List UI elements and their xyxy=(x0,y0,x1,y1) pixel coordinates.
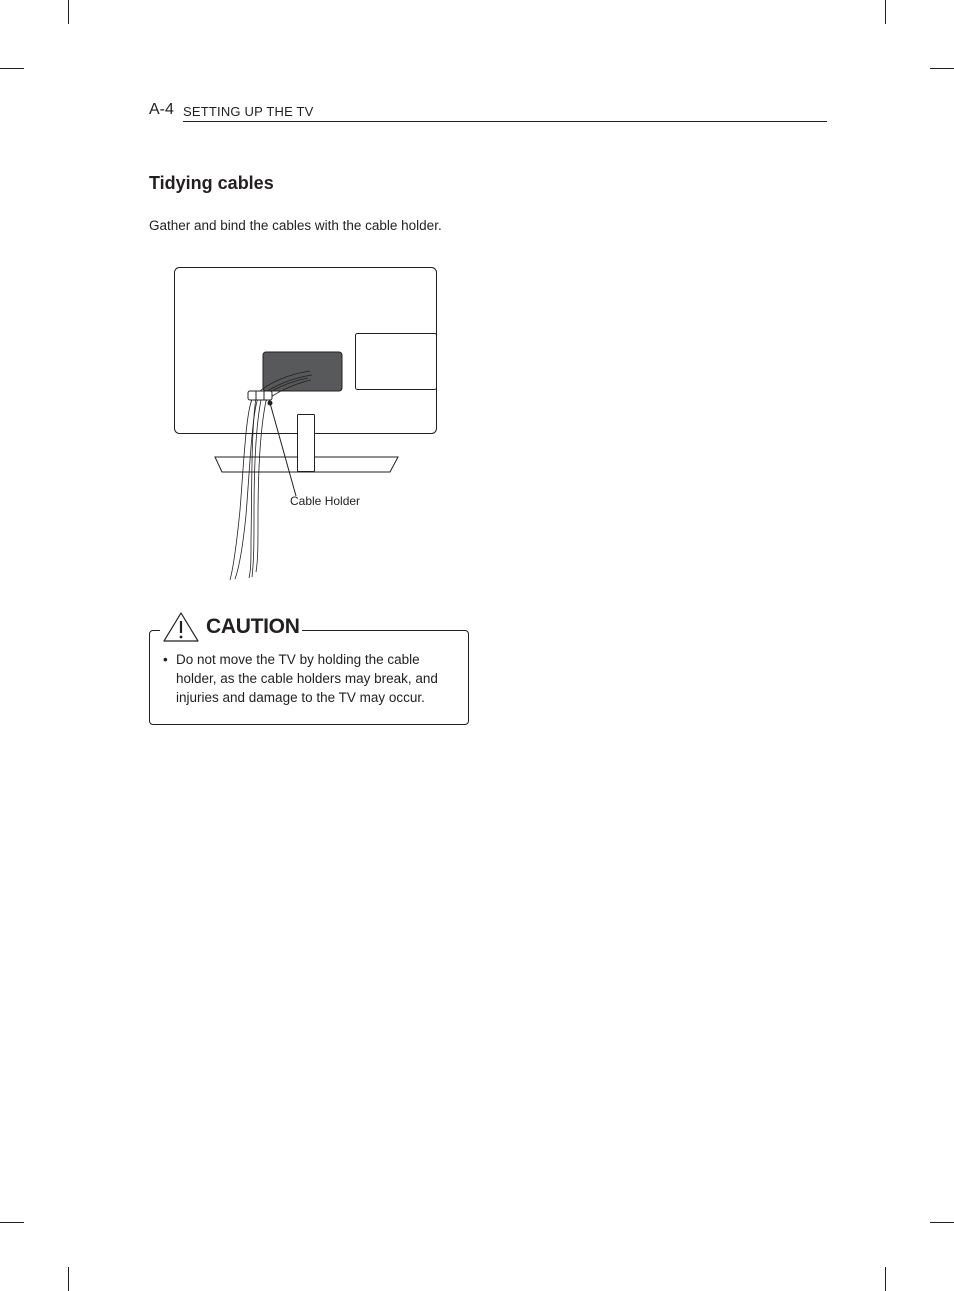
caution-heading xyxy=(160,610,302,644)
crop-mark xyxy=(0,68,24,69)
tv-back-illustration xyxy=(160,260,460,590)
crop-mark xyxy=(68,1267,69,1291)
cable-holder-label: Cable Holder xyxy=(290,494,361,508)
section-name: SETTING UP THE TV xyxy=(183,104,314,119)
cable-cover xyxy=(263,352,342,391)
caution-list xyxy=(163,650,461,707)
cable-holder-clip xyxy=(248,391,272,400)
crop-mark xyxy=(0,1222,24,1223)
caution-item: • Do not move the TV by holding the cable holder, as the cable holders may break, and injuries and damage to the TV may occur. xyxy=(163,650,461,707)
warning-triangle-icon xyxy=(162,611,200,643)
caution-title: CAUTION xyxy=(206,615,300,638)
crop-mark xyxy=(885,1267,886,1291)
tv-rear-drawing xyxy=(160,260,460,590)
callout-leader xyxy=(270,403,296,496)
stand-neck xyxy=(298,415,315,472)
crop-mark xyxy=(930,1222,954,1223)
running-header xyxy=(149,100,827,122)
header-rule xyxy=(183,121,827,122)
crop-mark xyxy=(68,0,69,24)
crop-mark xyxy=(930,68,954,69)
page-number: A-4 xyxy=(149,101,174,118)
terminal-panel xyxy=(356,334,437,390)
section-title: Tidying cables xyxy=(149,173,274,193)
intro-text: Gather and bind the cables with the cable holder. xyxy=(149,218,442,233)
tv-back-panel xyxy=(175,268,437,434)
crop-mark xyxy=(885,0,886,24)
callout-dot xyxy=(268,401,273,406)
